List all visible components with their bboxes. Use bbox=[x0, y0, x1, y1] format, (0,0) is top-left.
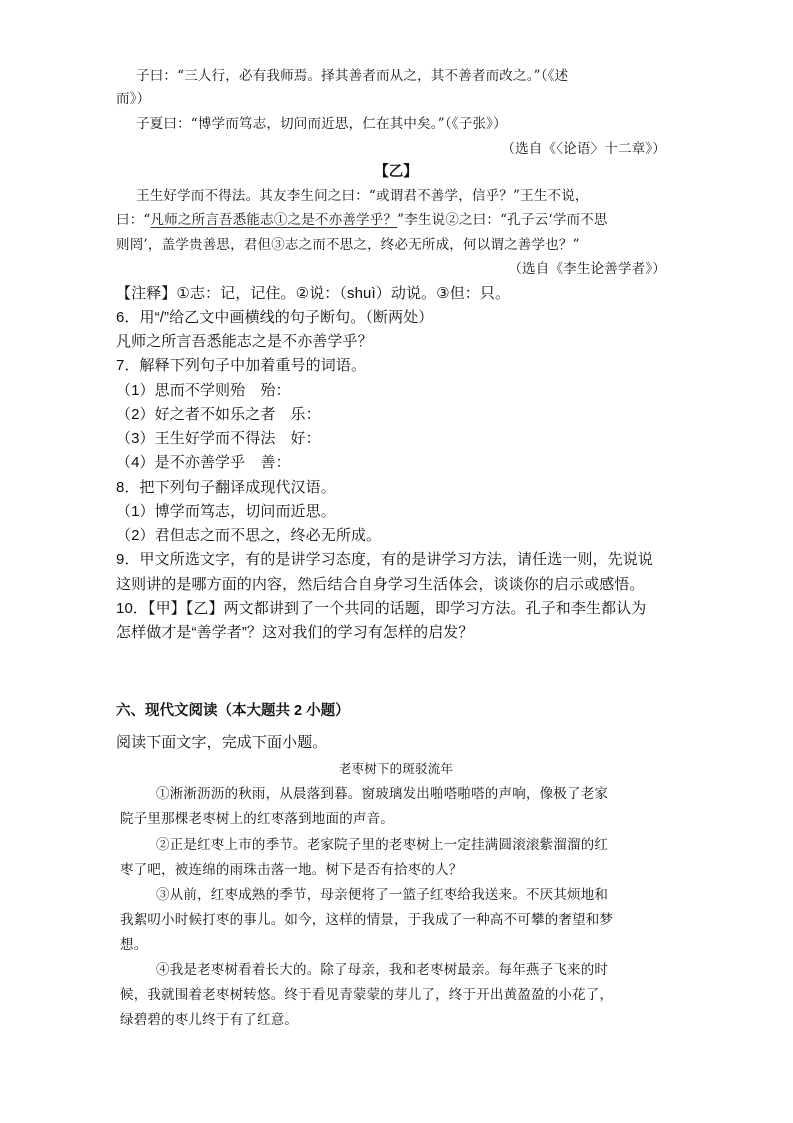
article-paragraph-1-line-2: 院子里那棵老枣树上的红枣落到地面的声音。 bbox=[120, 811, 394, 827]
yi-line-2-prefix: 曰：“ bbox=[116, 212, 151, 228]
article-title: 老枣树下的斑驳流年 bbox=[338, 761, 454, 776]
question-6: 6．用“/”给乙文中画横线的句子断句。（断两处） bbox=[116, 309, 434, 326]
question-10-line-2: 怎样做才是“善学者”？这对我们的学习有怎样的启发？ bbox=[116, 624, 474, 641]
yi-line-3: 则罔’，盖学贵善思，君但③志之而不思之，终必无所成，何以谓之善学也？” bbox=[116, 237, 580, 253]
notes: 【注释】①志：记，记住。②说：（shuì）动说。③但：只。 bbox=[116, 285, 511, 302]
question-8-item-2: （2）君但志之而不思之，终必无所成。 bbox=[116, 527, 382, 544]
question-8-item-1: （1）博学而笃志，切问而近思。 bbox=[116, 503, 336, 520]
jia-paragraph-1-line-1: 子曰：“三人行，必有我师焉。择其善者而从之，其不善者而改之。”（《述 bbox=[136, 68, 569, 84]
question-10-line-1: 10．【甲】【乙】两文都讲到了一个共同的话题，即学习方法。孔子和李生都认为 bbox=[116, 600, 647, 617]
question-6-sentence: 凡师之所言吾悉能志之是不亦善学乎？ bbox=[116, 333, 373, 350]
article-paragraph-1-line-1: ①淅淅沥沥的秋雨，从晨落到暮。窗玻璃发出啪嗒啪嗒的声响，像极了老家 bbox=[156, 786, 609, 802]
article-paragraph-4-line-1: ④我是老枣树看着长大的。除了母亲，我和老枣树最亲。每年燕子飞来的时 bbox=[156, 962, 609, 978]
question-8: 8．把下列句子翻译成现代汉语。 bbox=[116, 479, 336, 496]
question-7-item-2: （2）好之者不如乐之者 乐： bbox=[116, 406, 321, 423]
yi-line-2 bbox=[116, 209, 608, 231]
section-6-instruction: 阅读下面文字，完成下面小题。 bbox=[116, 734, 328, 751]
question-7: 7．解释下列句子中加着重号的词语。 bbox=[116, 357, 367, 374]
jia-paragraph-1-line-2: 而》） bbox=[116, 91, 151, 107]
section-6-title: 六、现代文阅读（本大题共 2 小题） bbox=[116, 703, 350, 719]
article-paragraph-4-line-3: 绿碧碧的枣儿终于有了红意。 bbox=[120, 1012, 299, 1028]
article-paragraph-2-line-1: ②正是红枣上市的季节。老家院子里的老枣树上一定挂满圆滚滚紫溜溜的红 bbox=[156, 837, 609, 853]
article-paragraph-3-line-1: ③从前，红枣成熟的季节，母亲便将了一篮子红枣给我送来。不厌其烦地和 bbox=[156, 887, 609, 903]
article-paragraph-3-line-3: 想。 bbox=[120, 937, 148, 953]
question-7-item-1: （1）思而不学则殆 殆： bbox=[116, 382, 291, 399]
jia-source: （选自《〈论语〉十二章》） bbox=[501, 141, 666, 157]
yi-source: （选自《李生论善学者》） bbox=[508, 261, 666, 277]
yi-line-2-suffix: ”李生说②之曰：“孔子云‘学而不思 bbox=[397, 212, 608, 228]
yi-heading: 【乙】 bbox=[374, 163, 418, 180]
question-7-item-3: （3）王生好学而不得法 好： bbox=[116, 430, 321, 447]
article-paragraph-4-line-2: 候，我就围着老枣树转悠。终于看见青蒙蒙的芽儿了，终于开出黄盈盈的小花了， bbox=[120, 987, 614, 1003]
question-9-line-1: 9．甲文所选文字，有的是讲学习态度，有的是讲学习方法，请任选一则，先说说 bbox=[116, 551, 653, 568]
article-paragraph-3-line-2: 我絮叨小时候打枣的事儿。如今，这样的情景，于我成了一种高不可攀的奢望和梦 bbox=[120, 912, 614, 928]
article-paragraph-2-line-2: 枣了吧，被连绵的雨珠击落一地。树下是否有拾枣的人？ bbox=[120, 862, 463, 878]
underlined-sentence: 凡师之所言吾悉能志①之是不亦善学乎？ bbox=[150, 212, 398, 228]
question-9-line-2: 这则讲的是哪方面的内容，然后结合自身学习生活体会，谈谈你的启示或感悟。 bbox=[116, 576, 645, 593]
jia-paragraph-2: 子夏曰：“博学而笃志，切问而近思，仁在其中矣。”（《子张》） bbox=[136, 116, 507, 132]
question-7-item-4: （4）是不亦善学乎 善： bbox=[116, 454, 291, 471]
yi-line-1: 王生好学而不得法。其友李生问之曰：“或谓君不善学，信乎？”王生不说， bbox=[136, 188, 589, 204]
